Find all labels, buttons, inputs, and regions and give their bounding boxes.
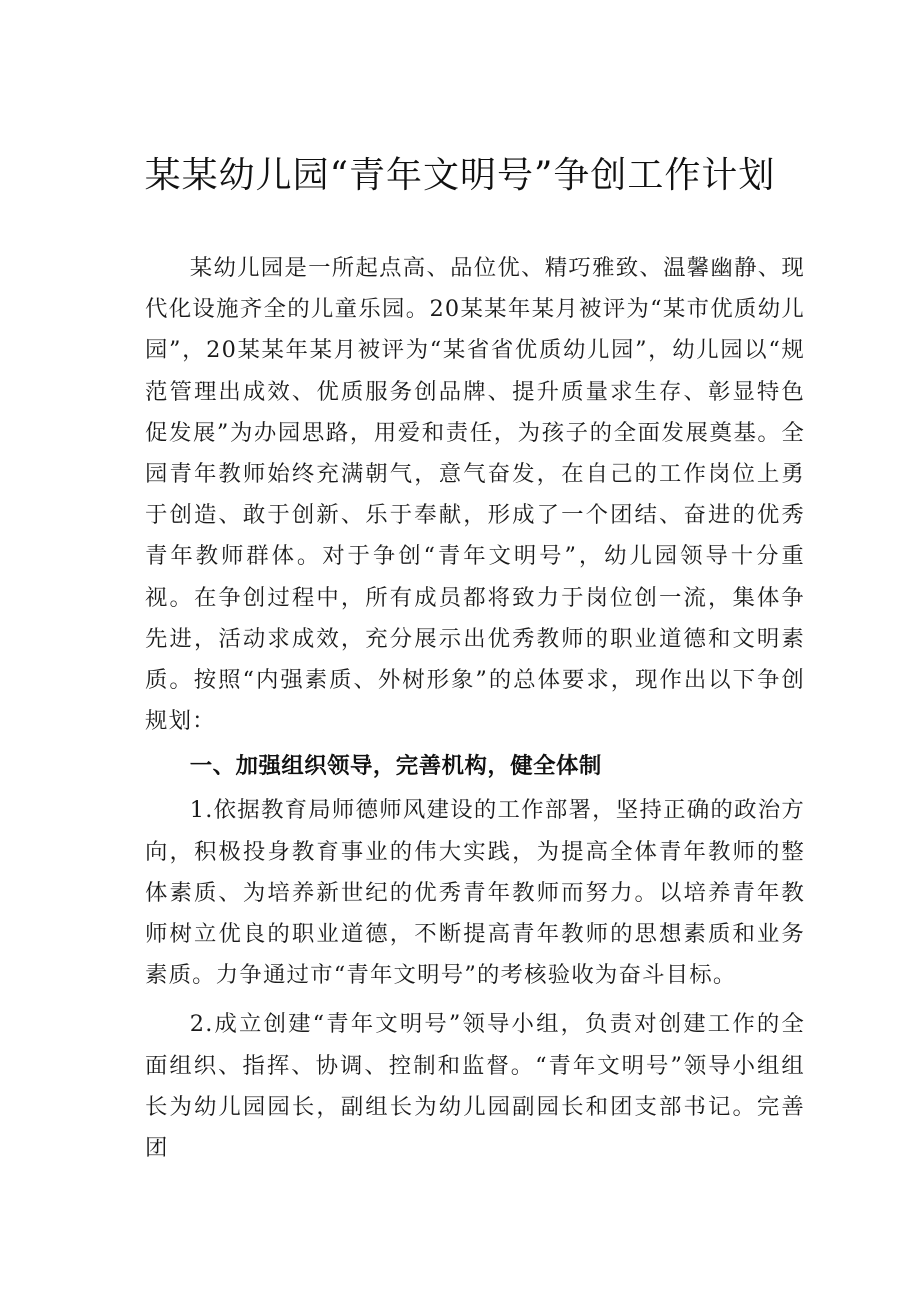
item-paragraph-2: 2.成立创建“青年文明号”领导小组，负责对创建工作的全面组织、指挥、协调、控制和监督。“青年文明号”领导小组组长为幼儿园园长，副组长为幼儿园副园长和团支部书记。完善团 bbox=[145, 1011, 805, 1162]
paragraph-gap bbox=[145, 996, 805, 1004]
intro-paragraph: 某幼儿园是一所起点高、品位优、精巧雅致、温馨幽静、现代化设施齐全的儿童乐园。20某某年某月被评为“某市优质幼儿园”，20某某年某月被评为“某省省优质幼儿园”，幼儿园以“规范管理出成效、优质服务创品牌、提升质量求生存、彰显特色促发展”为办园思路，用爱和责任，为孩子的全面发展奠基。全园青年教师始终充满朝气，意气奋发，在自己的工作岗位上勇于创造、敢于创新、乐于奉献，形成了一个团结、奋进的优秀青年教师群体。对于争创“青年文明号”，幼儿园领导十分重视。在争创过程中，所有成员都将致力于岗位创一流，集体争先进，活动求成效，充分展示出优秀教师的职业道德和文明素质。按照“内强素质、外树形象”的总体要求，现作出以下争创规划： bbox=[145, 255, 805, 735]
section-heading-1: 一、加强组织领导，完善机构，健全体制 bbox=[189, 753, 602, 780]
document-title: 某某幼儿园“青年文明号”争创工作计划 bbox=[144, 155, 776, 196]
document-body bbox=[145, 248, 805, 1169]
item-paragraph-1: 1.依据教育局师德师风建设的工作部署，坚持正确的政治方向，积极投身教育事业的伟大实践，为提高全体青年教师的整体素质、为培养新世纪的优秀青年教师而努力。以培养青年教师树立优良的职业道德，不断提高青年教师的思想素质和业务素质。力争通过市“青年文明号”的考核验收为奋斗目标。 bbox=[145, 797, 805, 989]
